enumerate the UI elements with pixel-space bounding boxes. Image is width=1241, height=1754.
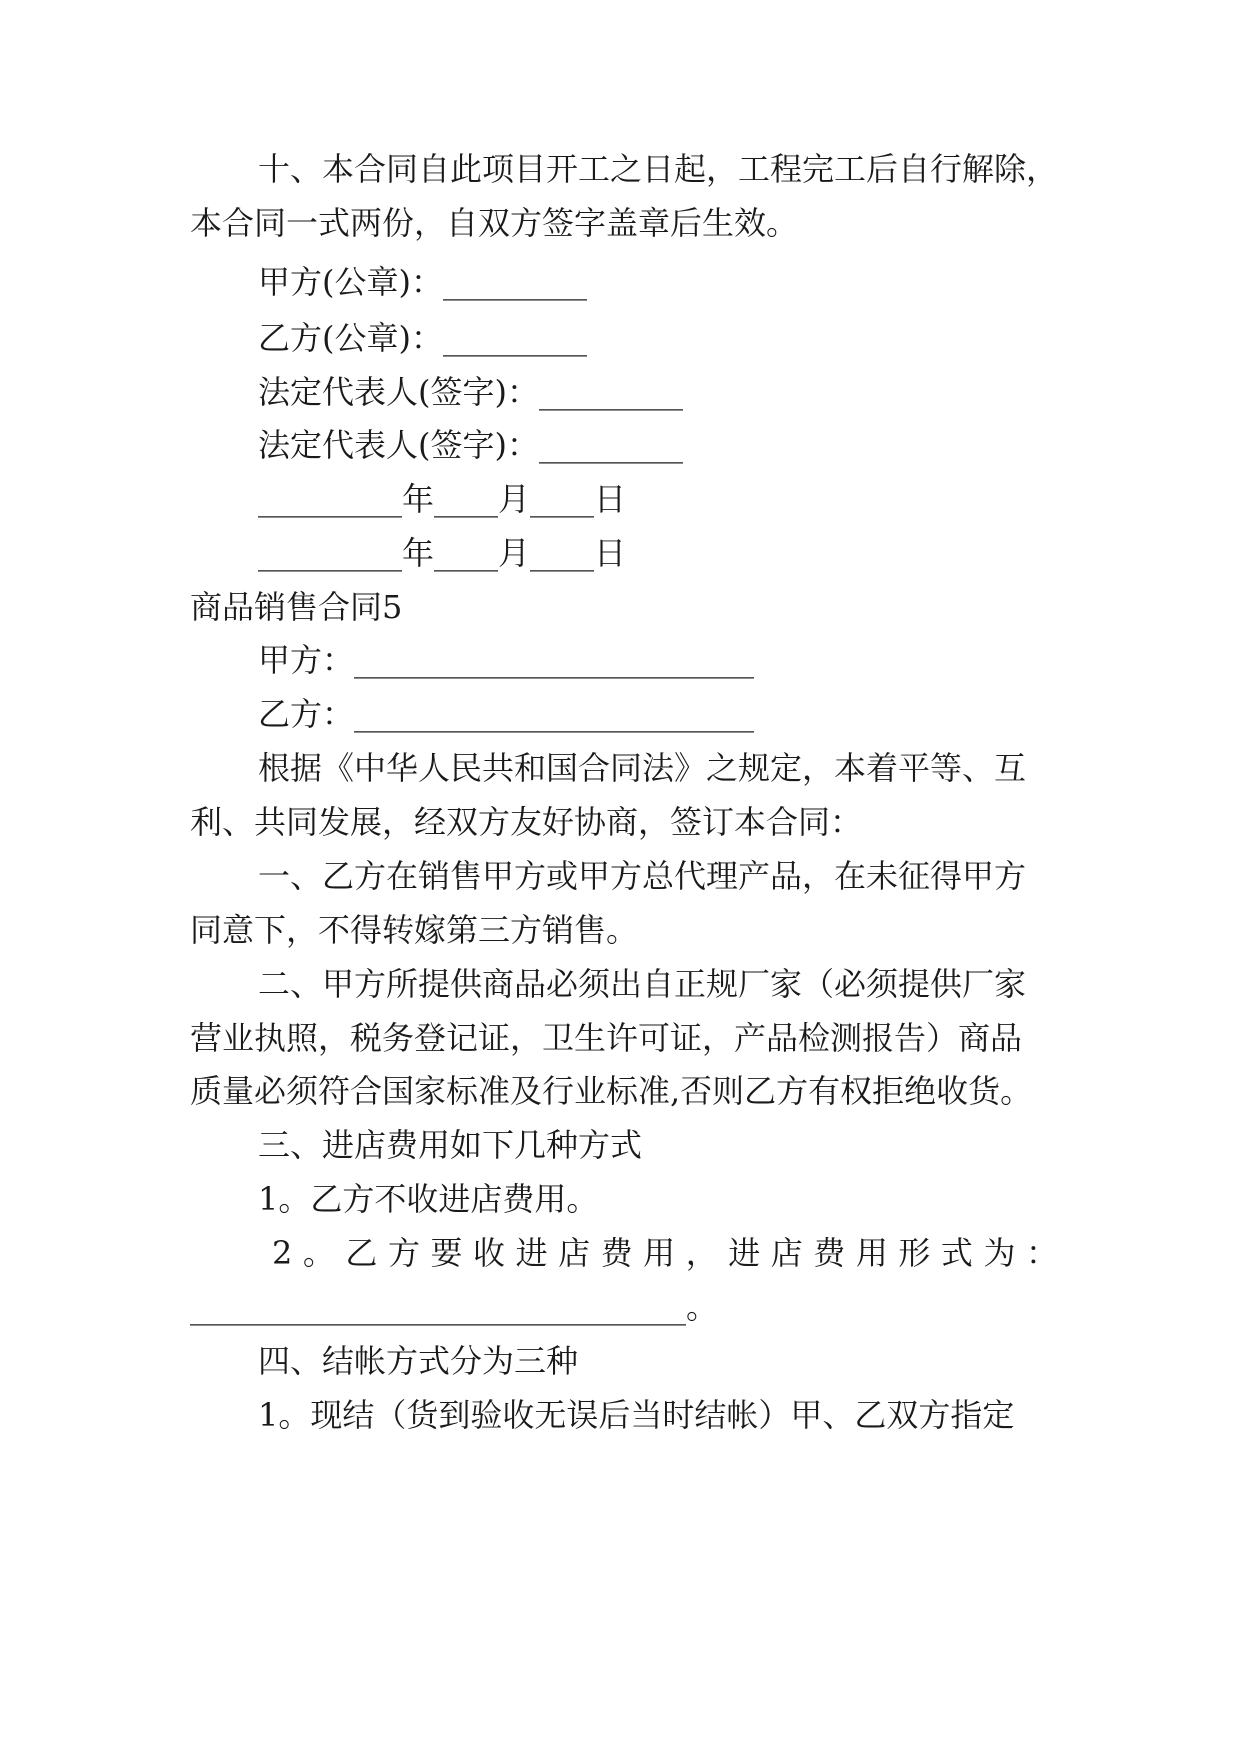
preamble-line-1: 根据《中华人民共和国合同法》之规定，本着平等、互 — [258, 749, 1027, 787]
clause-10-line-1: 十、本合同自此项目开工之日起，工程完工后自行解除， — [258, 150, 1059, 188]
clause-4-item-1: 1。现结（货到验收无误后当时结帐）甲、乙双方指定 — [258, 1396, 1015, 1434]
clause-1-line-2: 同意下，不得转嫁第三方销售。 — [190, 911, 639, 949]
party-b-field: 乙方：_________________________ — [258, 695, 755, 733]
preamble-line-2: 利、共同发展，经双方友好协商，签订本合同： — [190, 803, 863, 841]
clause-3-item-2-blank: _______________________________。 — [190, 1288, 719, 1326]
clause-3-heading: 三、进店费用如下几种方式 — [258, 1126, 643, 1164]
contract-title: 商品销售合同5 — [190, 588, 403, 626]
date-field-1: _________年____月____日 — [258, 480, 627, 518]
clause-2-line-1: 二、甲方所提供商品必须出自正规厂家（必须提供厂家 — [258, 965, 1027, 1003]
legal-rep-signature-field-1: 法定代表人(签字)：_________ — [258, 373, 683, 411]
clause-3-item-1: 1。乙方不收进店费用。 — [258, 1180, 599, 1218]
party-a-field: 甲方：_________________________ — [258, 641, 755, 679]
clause-2-line-3: 质量必须符合国家标准及行业标准,否则乙方有权拒绝收货。 — [190, 1072, 1033, 1110]
party-b-seal-field: 乙方(公章)：_________ — [258, 319, 587, 357]
clause-4-heading: 四、结帐方式分为三种 — [258, 1342, 579, 1380]
legal-rep-signature-field-2: 法定代表人(签字)：_________ — [258, 426, 683, 464]
clause-10-line-2: 本合同一式两份，自双方签字盖章后生效。 — [190, 204, 799, 242]
clause-3-item-2: 2。乙方要收进店费用，进店费用形式为： — [272, 1234, 1058, 1272]
party-a-seal-field: 甲方(公章)：_________ — [258, 263, 587, 301]
clause-1-line-1: 一、乙方在销售甲方或甲方总代理产品，在未征得甲方 — [258, 857, 1027, 895]
clause-2-line-2: 营业执照，税务登记证，卫生许可证，产品检测报告）商品 — [190, 1019, 1023, 1057]
date-field-2: _________年____月____日 — [258, 534, 627, 572]
